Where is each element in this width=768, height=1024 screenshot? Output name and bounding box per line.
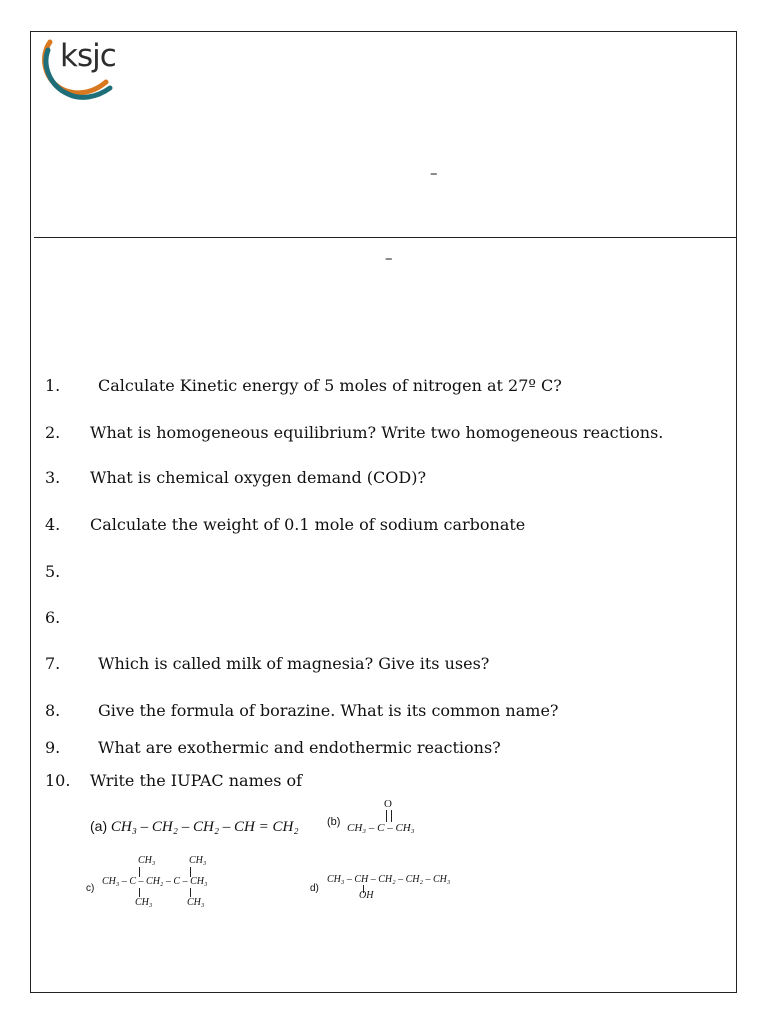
ksjc-logo [40, 36, 130, 106]
question-number: 10. [45, 771, 71, 790]
question-1 [45, 376, 562, 395]
formula-d-label: d) [310, 883, 319, 894]
formula-c-top-1: CH₃ [138, 855, 156, 866]
formula-d-bottom: OH [359, 890, 374, 901]
formula-c-bond [139, 888, 140, 897]
formula-c-bottom-1: CH₃ [135, 897, 153, 908]
formula-a-label: (a) [90, 818, 108, 834]
question-number: 4. [45, 515, 61, 534]
question-text: Write the IUPAC names of [90, 771, 303, 790]
formula-a [90, 818, 299, 836]
question-4 [45, 515, 525, 534]
header-dash: – [430, 164, 438, 182]
subheader-dash: – [385, 249, 393, 267]
formula-c-main: CH₃ – C – CH₂ – C – CH₃ [102, 876, 208, 887]
question-7 [45, 654, 489, 673]
question-text: Calculate the weight of 0.1 mole of sodium carbonate [90, 515, 526, 534]
header-divider [34, 237, 737, 238]
question-number: 1. [45, 376, 61, 395]
question-number: 9. [45, 738, 61, 757]
formula-b-double-bond [386, 810, 392, 822]
formula-d-main: CH₃ – CH – CH₂ – CH₂ – CH₃ [327, 874, 451, 885]
question-number: 7. [45, 654, 61, 673]
question-text: What is chemical oxygen demand (COD)? [90, 468, 427, 487]
question-number: 6. [45, 608, 61, 627]
question-text: What are exothermic and endothermic reactions? [98, 738, 501, 757]
question-text: Give the formula of borazine. What is its common name? [98, 701, 559, 720]
formula-c-bottom-2: CH₃ [187, 897, 205, 908]
question-text: What is homogeneous equilibrium? Write two homogeneous reactions. [90, 423, 664, 442]
question-9 [45, 738, 501, 757]
question-6 [45, 608, 90, 627]
question-5 [45, 562, 90, 581]
page-frame [30, 31, 737, 993]
question-10 [45, 771, 302, 790]
question-text: Calculate Kinetic energy of 5 moles of nitrogen at 27º C? [98, 376, 562, 395]
question-number: 2. [45, 423, 61, 442]
question-number: 8. [45, 701, 61, 720]
formula-a-text: CH₃ – CH₂ – CH₂ – CH = CH₂ [110, 819, 299, 835]
question-8 [45, 701, 558, 720]
formula-c-label: c) [86, 883, 95, 894]
formula-c-bond [190, 888, 191, 897]
question-text: Which is called milk of magnesia? Give its uses? [98, 654, 490, 673]
question-2 [45, 423, 663, 442]
formula-b-label: (b) [327, 816, 341, 828]
formula-c-top-2: CH₃ [189, 855, 207, 866]
formula-b-oxygen: O [384, 798, 392, 810]
question-3 [45, 468, 426, 487]
question-number: 5. [45, 562, 61, 581]
question-number: 3. [45, 468, 61, 487]
formula-b-text: CH₃ – C – CH₃ [347, 822, 415, 834]
logo-text: ksjc [60, 38, 116, 74]
